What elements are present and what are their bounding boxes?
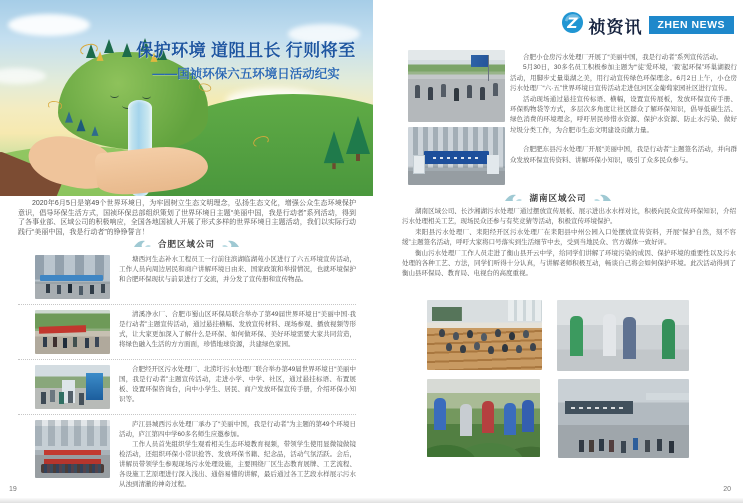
paragraph: 衡山污水处理厂工作人员走进了衡山县开云中学，给同学们讲解了环境污染的成因、保护环境的重要性以及污水处理的各种工艺、方法，同学们听得十分认真，与讲解老师积极互动，畅谈自己将会如何保护环境。此次活动得到了衡山县环保局、教育局、电视台的高度重视。 [402,249,736,278]
hero-illustration [0,0,373,196]
water-splash-icon [134,240,151,248]
dotted-divider [18,414,356,415]
pine-tree-icon [346,116,370,154]
page-edge-shadow [0,498,743,503]
water-splash-icon [505,194,522,202]
row-text: 清溪净水厂、合肥市蜀山区环保局联合举办了第49届世界环境日“美丽中国·我是行动者”主题宣传活动，通过悬挂横幅、发放宣传材料、现场参观、播放视频等形式，让大家更加深入了解什么是环保、如何做环保、美好环境需要大家共同营造，将绿色融入生活的方方面面，珍惜地球资源，共建绿色家园。 [119,311,356,348]
photo-green-volunteers [557,300,689,371]
paragraph: 合肥肥东县污水处理厂开展“美丽中国，我是行动者”主题签名活动，并向群众发放环保宣传资料、讲解环保小知识，吸引了众多民众参与。 [510,146,737,164]
paragraph: 合肥小仓房污水处理厂开展了“美丽中国，我是行动者”系列宣传活动。 [523,54,723,61]
article-row [18,306,356,358]
article-row [18,361,356,413]
photo-plant-entrance [558,379,689,458]
photo-red-banner-event [35,310,110,354]
row-text: 工作人员首先组织学生观看相关生态环境教育视频，带领学生使用显微镜做镜检活动，还组织环保小常识抢答、发放环保书籍、纪念品，活动气氛活跃。会后，讲解员带领学生参观现场污水处理设施，主要围绕厂区生态教育展牌、工艺流程、各设施工艺原理进行深入浅出、通俗易懂的讲解，最后通过各工艺段水样展示污水从浊到清澈的神奇过程。 [119,441,356,488]
right-page [373,0,743,504]
newsletter-brand-en: ZHEN NEWS [649,16,735,34]
photo-blue-banner-building [408,127,505,185]
photo-community-banner [35,255,110,299]
row-text: 合肥经开区污水处理厂、北涝圩污水处理厂联合举办第49届世界环境日“美丽中国，我是行动者”主题宣传活动，走进小学、中学、社区，通过悬挂标语、布置展板、设置环保咨询台，向中小学生、居民、商户发放环保宣传手册，介绍环保小知识等。 [119,366,356,403]
row-text: 塘西河生态补水工程员工一行前往滨湖临湖苑小区进行了六五环境宣传活动，工作人员向周边居民和商户讲解环境日由来、国家政策和举措情况，也就环境保护和合肥环保现状与前景进行了交流，并分发了宣传册和宣传物品。 [119,256,356,283]
article-title: 保护环境 道阻且长 行则将至 [136,41,356,60]
hunan-paragraphs [402,207,736,280]
svg-text:Z: Z [566,15,578,32]
guozhen-logo-icon [561,11,584,39]
section-title: 合肥区域公司 [157,239,215,249]
row-text: 庐江县城西污水处理厂承办了“美丽中国，我是行动者”为主题的第49个环境日活动，庐江第四中学60多名师生应邀参加。 [119,421,356,438]
dotted-divider [18,359,356,360]
photo-classroom [427,300,542,370]
photo-school-group [35,420,110,478]
masthead [561,11,735,39]
page-number-right: 20 [723,486,731,493]
article-heading [123,36,369,82]
article-row [18,416,356,494]
water-splash-icon [594,194,611,202]
photo-hiking-flag [408,50,505,122]
page-number-left: 19 [9,486,17,493]
cloud-icon [0,68,46,84]
pine-tree-icon [324,131,344,163]
dotted-divider [18,304,356,305]
hefei-paragraphs [510,53,737,166]
intro-paragraph: 2020年6月5日是第49个世界环境日，为牢固树立生态文明理念，弘扬生态文化，增强公众生态环境保护意识，倡导环保生活方式，国祯环保总部组织策划了世界环境日主题“美丽中国，我是行动者”系列活动，得到了各事业部、区域公司的积极响应，全国各地国祯人开展了形式多样的世界环境日主题活动，我们以实际行动践行“美丽中国，我是行动者”的铮铮誓言！ [18,200,356,236]
paragraph: 活动现场通过悬挂宣传标语、横幅，设置宣传展板，发放环保宣传手册、环保购物袋等方式，多层次多角度让社区群众了解环保知识，倡导低碳生活、绿色消费的环境理念，呼吁居民珍惜水资源、保护水资源、防止水污染、做好垃圾分类工作，为合肥市生态文明建设贡献力量。 [510,95,737,134]
left-article-rows [18,251,356,494]
water-splash-icon [222,240,239,248]
photo-display-board-event [35,365,110,409]
article-row [18,251,356,303]
photo-blue-vest-outreach [427,379,540,457]
section-title: 湖南区域公司 [529,193,587,203]
cloud-icon [8,14,90,36]
newsletter-brand: 祯资讯 [588,17,643,37]
paragraph: 耒阳县污水处理厂、耒阳经开区污水处理厂在耒阳县中州公园入口处摆放宣传资料，开展“保护自然，刻不容缓”主题签名活动，呼吁大家将口号落实到生活细节中去，受到当地民众、官方媒体一致好评。 [402,228,736,247]
article-subtitle: ——国祯环保六五环境日活动纪实 [152,67,340,81]
paragraph: 湖南区域公司、长沙湘湖污水处理厂通过摆放宣传展板、展示进出水水样对比，积极向民众宣传环保知识，介绍污水处理相关工艺，现场民众还参与有奖竞猜等活动，积极宣传环境保护。 [402,208,736,226]
paragraph: 5月30日，30多名员工积极参加主题为“‘徒’爱环境，‘毅’起环保”环巢湖毅行活动，用脚步丈量巢湖之美，用行动宣传绿色环保理念。6月2日上午，小仓房污水处理厂“六·五”世界环境日宣传活动走进包河区金葡萄家园社区进行宣传。 [510,64,737,93]
section-header-hunan [373,192,743,204]
section-header-hefei [0,238,373,250]
